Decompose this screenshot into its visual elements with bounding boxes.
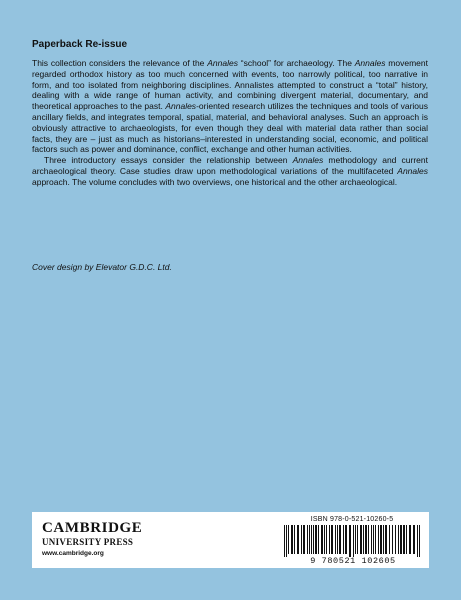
barcode-bar [286,525,287,557]
barcode-bar [389,525,390,554]
barcode-bar [417,525,418,557]
blurb [32,58,428,188]
barcode-bar [288,525,289,554]
text-run: approach. The volume concludes with two overviews, one historical and the other archaeological. [32,176,398,187]
publisher-logo-subtitle: UNIVERSITY PRESS [42,537,134,547]
barcode-bar [400,525,402,554]
barcode-bar [419,525,420,557]
barcode-bar [337,525,338,554]
barcode-bar [409,525,411,554]
blurb-paragraph-2 [32,155,428,187]
barcode-bar [303,525,305,554]
barcode-bar [284,525,285,557]
barcode-bar [413,525,415,554]
publisher-url: www.cambridge.org [42,550,104,557]
barcode-bar [349,525,351,557]
barcode-bar [335,525,336,554]
barcode-bar [363,525,364,554]
italic-term: Annales [165,101,197,112]
barcode-bar [339,525,341,554]
barcode-bar [307,525,308,554]
barcode-bar [355,525,356,554]
barcode-bar [395,525,396,554]
barcode-bar [301,525,302,554]
text-run: -oriented research utilizes the techniques and tools of various ancillary fields, and integrates temporal, spatial, material, and behavioral analyses. Such an approach is obviously attractive to archaeologists, for even though they deal with material data rather than social facts, they are – just as much as historians–interested in understanding social, economic, and political factors such as power and dominance, conflict, exchange and other human activities. [32,101,428,155]
barcode-bar [360,525,362,554]
barcode-bar [331,525,333,554]
barcode-bar [318,525,319,554]
barcode-bar [345,525,347,554]
isbn-label: ISBN 978-0-521-10260-5 [310,516,394,523]
barcode-digits: 9 780521 102605 [310,556,396,566]
italic-term: Annales [397,165,428,176]
barcode-bar [294,525,295,554]
italic-term: Annales [292,155,324,166]
text-run: methodology and current archaeological theory. Case studies draw upon methodological variations of the multifaceted [32,155,428,176]
barcode-bar [375,525,376,554]
cover-design-credit: Cover design by Elevator G.D.C. Ltd. [32,262,172,272]
barcode-bar [326,525,327,554]
barcode-bar [383,525,384,554]
barcode-bar [380,525,382,554]
barcode-bar [365,525,367,554]
italic-term: Annales [207,58,238,68]
barcode-bar [291,525,293,554]
barcode-bar [371,525,372,554]
italic-term: Annales [354,58,386,68]
text-run: movement regarded orthodox history as too much concerned with events, too narrowly political, too narrative in form, and too isolated from neighboring disciplines. Annalistes attempted to construct a “total” history, dealing with a wide range of human activity, and combining divergent material, documentary, and theoretical approaches to the past. [32,58,428,112]
barcode-bar [311,525,312,554]
barcode-bar [368,525,369,554]
barcode-bar [385,525,387,554]
reissue-heading: Paperback Re-issue [32,39,128,50]
barcode-bar [309,525,310,554]
barcode-bar [343,525,344,554]
barcode-bar [373,525,374,554]
barcode-bar [378,525,379,554]
barcode-bar [357,525,358,554]
barcode-bar [297,525,299,554]
barcode-bar [315,525,317,554]
barcode-bar [353,525,354,557]
barcode-bar [406,525,407,554]
blurb-paragraph-1 [32,58,428,155]
barcode-icon [282,525,422,557]
text-run: This collection considers the relevance of the [32,58,208,68]
barcode-bar [398,525,399,554]
text-run: Three introductory essays consider the relationship between [44,155,293,166]
publisher-barcode-panel [32,512,429,568]
barcode-bar [403,525,405,554]
barcode-bar [392,525,393,554]
text-run: “school” for archaeology. The [237,58,355,68]
publisher-logo-name: CAMBRIDGE [42,520,143,536]
barcode-bar [324,525,325,554]
barcode-bar [329,525,330,554]
barcode-bar [313,525,314,554]
barcode-bar [321,525,323,554]
